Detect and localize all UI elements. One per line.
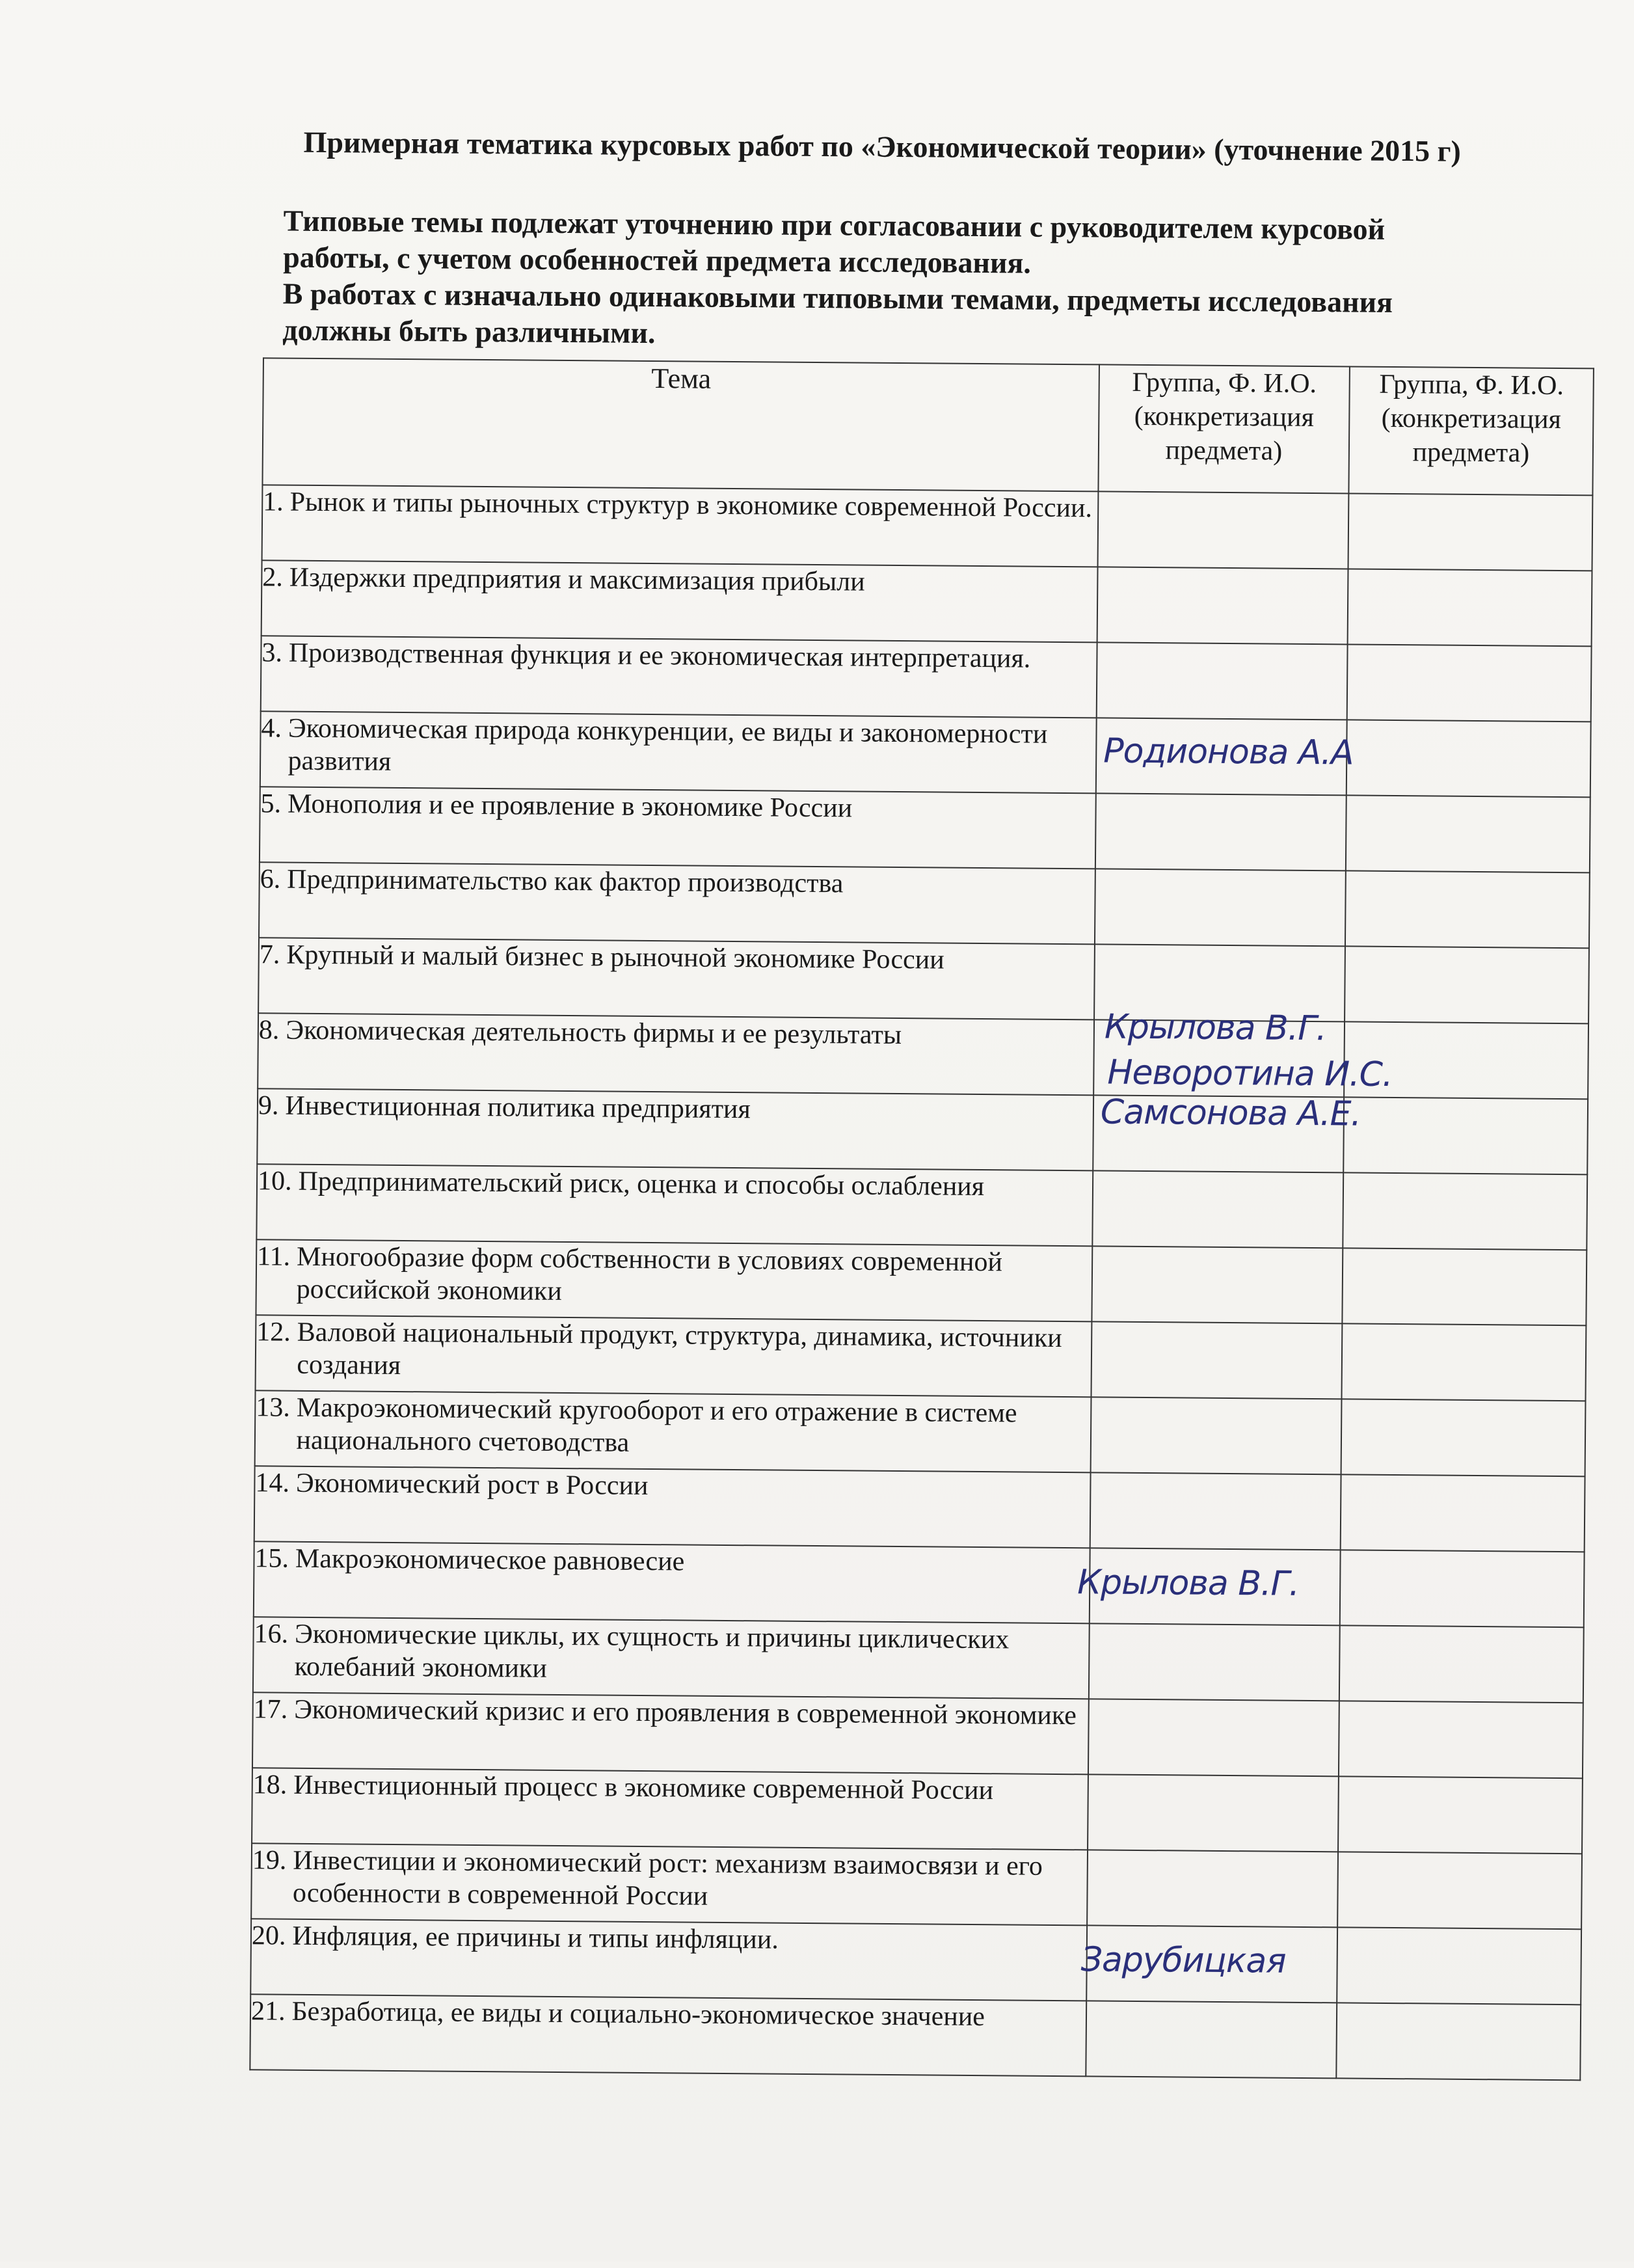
page-title: Примерная тематика курсовых работ по «Экономической теории» (уточнение 2015 г): [303, 125, 1462, 168]
topic-cell: [260, 711, 1097, 793]
topic-number: 9.: [258, 1090, 279, 1121]
intro-line: должны быть различными.: [282, 313, 656, 350]
student-cell-2[interactable]: [1341, 1323, 1586, 1401]
student-cell-2[interactable]: [1346, 720, 1591, 797]
topic-text: Рынок и типы рыночных структур в экономике современной России.: [289, 487, 1093, 524]
student-cell-1[interactable]: [1080, 1925, 1337, 2003]
topic-number: 21.: [250, 1996, 286, 2027]
student-cell-2[interactable]: [1344, 1021, 1588, 1099]
topic-text: Экономическая деятельность фирмы и ее результаты: [286, 1015, 902, 1051]
student-cell-2[interactable]: [1348, 493, 1593, 571]
topic-cell: [256, 1239, 1092, 1321]
topic-number: 5.: [260, 789, 282, 819]
topic-text: Издержки предприятия и максимизация прибыли: [289, 562, 865, 597]
student-cell-2[interactable]: [1342, 1248, 1587, 1325]
student-cell-2[interactable]: [1336, 2003, 1581, 2080]
table-row: [261, 636, 1592, 722]
topic-text: Инвестиции и экономический рост: механизм взаимосвязи и его особенности в современной России: [292, 1845, 1043, 1911]
topic-text: Экономические циклы, их сущность и причины циклических колебаний экономики: [294, 1619, 1010, 1684]
table-row: [261, 560, 1592, 646]
table-row: [251, 1843, 1582, 1929]
topic-cell: [261, 560, 1098, 642]
student-cell-1[interactable]: [1093, 1007, 1393, 1097]
student-cell-1[interactable]: [1095, 869, 1346, 946]
topic-cell: [250, 1994, 1086, 2076]
topic-text: Производственная функция и ее экономическая интерпретация.: [288, 638, 1031, 674]
student-cell-1[interactable]: [1098, 491, 1349, 569]
student-cell-2[interactable]: [1343, 1097, 1588, 1174]
topic-cell: [255, 1390, 1092, 1472]
student-cell-2[interactable]: [1343, 1172, 1587, 1250]
handwritten-name: Крылова В.Г.: [1077, 1563, 1300, 1604]
table-row: [260, 787, 1590, 872]
table-row: [250, 1919, 1581, 2005]
topic-cell: [253, 1617, 1090, 1699]
topic-text: Монополия и ее проявление в экономике России: [287, 789, 853, 824]
topic-number: 11.: [256, 1241, 291, 1272]
table-row: [252, 1768, 1583, 1854]
student-cell-2[interactable]: [1341, 1399, 1586, 1476]
table-row: [260, 711, 1591, 797]
intro-note: [282, 203, 1533, 358]
topic-text: Инфляция, ее причины и типы инфляции.: [292, 1921, 779, 1955]
intro-line: Типовые темы подлежат уточнению при согласовании с руководителем курсовой: [283, 204, 1386, 246]
table-row: [252, 1692, 1583, 1778]
topic-cell: [254, 1541, 1090, 1623]
table-row: [253, 1617, 1584, 1703]
table-row: [256, 1164, 1587, 1250]
topic-number: 15.: [254, 1543, 289, 1574]
handwritten-name: Самсонова А.Е.: [1100, 1092, 1361, 1134]
intro-line: работы, с учетом особенностей предмета исследования.: [283, 240, 1032, 280]
student-cell-2[interactable]: [1339, 1701, 1583, 1778]
table-row: [256, 1239, 1587, 1325]
handwritten-name: Зарубицкая: [1080, 1940, 1286, 1981]
header-group-1: Группа, Ф. И.О. (конкретизация предмета): [1098, 364, 1350, 493]
topic-text: Экономическая природа конкуренции, ее виды и закономерности развития: [288, 713, 1048, 777]
header-group-2: Группа, Ф. И.О. (конкретизация предмета): [1348, 366, 1594, 495]
table-row: [255, 1390, 1586, 1476]
topic-text: Многообразие форм собственности в условиях современной российской экономики: [296, 1241, 1003, 1306]
table-row: [259, 862, 1590, 948]
topic-number: 18.: [252, 1770, 288, 1800]
topic-text: Безработица, ее виды и социально-экономическое значение: [291, 1996, 985, 2032]
topic-number: 1.: [263, 487, 284, 517]
topic-cell: [250, 1919, 1087, 2001]
topic-text: Инвестиционная политика предприятия: [285, 1090, 751, 1125]
topic-number: 6.: [260, 864, 281, 895]
handwritten-name: Крылова В.Г.: [1104, 1007, 1326, 1049]
intro-line: В работах с изначально одинаковыми типовыми темами, предметы исследования: [282, 277, 1393, 319]
topic-text: Предпринимательский риск, оценка и способы ослабления: [298, 1166, 985, 1202]
topic-number: 10.: [257, 1166, 292, 1196]
student-cell-2[interactable]: [1341, 1474, 1585, 1552]
topic-number: 19.: [252, 1845, 287, 1876]
student-cell-1[interactable]: [1097, 642, 1348, 720]
topic-text: Валовой национальный продукт, структура, динамика, источники создания: [297, 1317, 1062, 1381]
student-cell-1[interactable]: [1077, 1548, 1341, 1625]
topic-cell: [251, 1843, 1088, 1925]
table-row: [254, 1466, 1585, 1552]
student-cell-1[interactable]: [1088, 1774, 1339, 1852]
table-header-row: [262, 358, 1593, 495]
topic-number: 3.: [261, 638, 283, 668]
student-cell-2[interactable]: [1337, 1852, 1582, 1929]
table-row: [262, 485, 1593, 571]
student-cell-1[interactable]: [1092, 1170, 1343, 1248]
topic-number: 20.: [251, 1921, 286, 1951]
table-row: [258, 938, 1589, 1023]
topic-number: 14.: [255, 1468, 290, 1498]
topic-cell: [259, 862, 1095, 944]
topic-text: Предпринимательство как фактор производства: [287, 864, 844, 899]
topic-cell: [257, 1088, 1093, 1170]
topic-text: Экономический кризис и его проявления в современной экономике: [294, 1694, 1077, 1731]
student-cell-2[interactable]: [1338, 1776, 1583, 1854]
student-cell-1[interactable]: [1093, 1092, 1361, 1172]
student-cell-1[interactable]: [1097, 567, 1348, 644]
topic-cell: [258, 1013, 1094, 1095]
topic-cell: [254, 1466, 1091, 1548]
table-row: [254, 1541, 1585, 1627]
student-cell-1[interactable]: [1096, 718, 1354, 795]
topic-text: Макроэкономическое равновесие: [295, 1543, 685, 1577]
topic-text: Инвестиционный процесс в экономике современной России: [293, 1770, 994, 1806]
student-cell-1[interactable]: [1092, 1246, 1343, 1323]
student-cell-2[interactable]: [1348, 569, 1592, 646]
student-cell-2[interactable]: [1337, 1927, 1581, 2005]
student-cell-2[interactable]: [1339, 1625, 1584, 1703]
table-row: [258, 1013, 1588, 1099]
handwritten-name: Неворотина И.С.: [1107, 1053, 1393, 1094]
topic-number: 16.: [254, 1619, 289, 1649]
topic-text: Экономический рост в России: [295, 1468, 649, 1502]
topic-number: 4.: [261, 713, 282, 744]
topic-cell: [256, 1164, 1093, 1246]
topics-table: [249, 357, 1594, 2081]
topic-number: 12.: [256, 1317, 291, 1347]
topic-text: Макроэкономический кругооборот и его отражение в системе национального счетоводства: [296, 1392, 1017, 1458]
topic-cell: [260, 787, 1096, 869]
topic-number: 2.: [262, 562, 284, 593]
topic-cell: [261, 636, 1097, 718]
table-row: [250, 1994, 1581, 2080]
topic-cell: [258, 938, 1095, 1019]
student-cell-2[interactable]: [1345, 946, 1589, 1023]
topic-cell: [256, 1315, 1092, 1397]
student-cell-1[interactable]: [1089, 1623, 1340, 1701]
header-topic: Тема: [262, 358, 1099, 491]
table-row: [257, 1088, 1588, 1174]
topic-cell: [252, 1768, 1088, 1850]
student-cell-1[interactable]: [1091, 1321, 1342, 1399]
topic-text: Крупный и малый бизнес в рыночной экономике России: [286, 939, 944, 975]
topic-number: 17.: [253, 1694, 288, 1725]
topic-number: 13.: [256, 1392, 291, 1423]
student-cell-2[interactable]: [1340, 1550, 1585, 1627]
student-cell-1[interactable]: [1095, 793, 1346, 871]
table-row: [256, 1315, 1587, 1401]
student-cell-1[interactable]: [1088, 1699, 1339, 1776]
handwritten-name: Родионова А.А: [1103, 731, 1354, 773]
topic-number: 8.: [258, 1015, 280, 1046]
student-cell-1[interactable]: [1086, 2001, 1337, 2078]
student-cell-2[interactable]: [1347, 644, 1592, 722]
student-cell-1[interactable]: [1087, 1850, 1338, 1927]
student-cell-1[interactable]: [1091, 1397, 1342, 1474]
topic-cell: [252, 1692, 1089, 1774]
student-cell-1[interactable]: [1090, 1472, 1341, 1550]
topic-cell: [262, 485, 1099, 567]
topic-number: 7.: [259, 939, 280, 970]
student-cell-2[interactable]: [1346, 795, 1590, 872]
student-cell-2[interactable]: [1345, 871, 1590, 948]
